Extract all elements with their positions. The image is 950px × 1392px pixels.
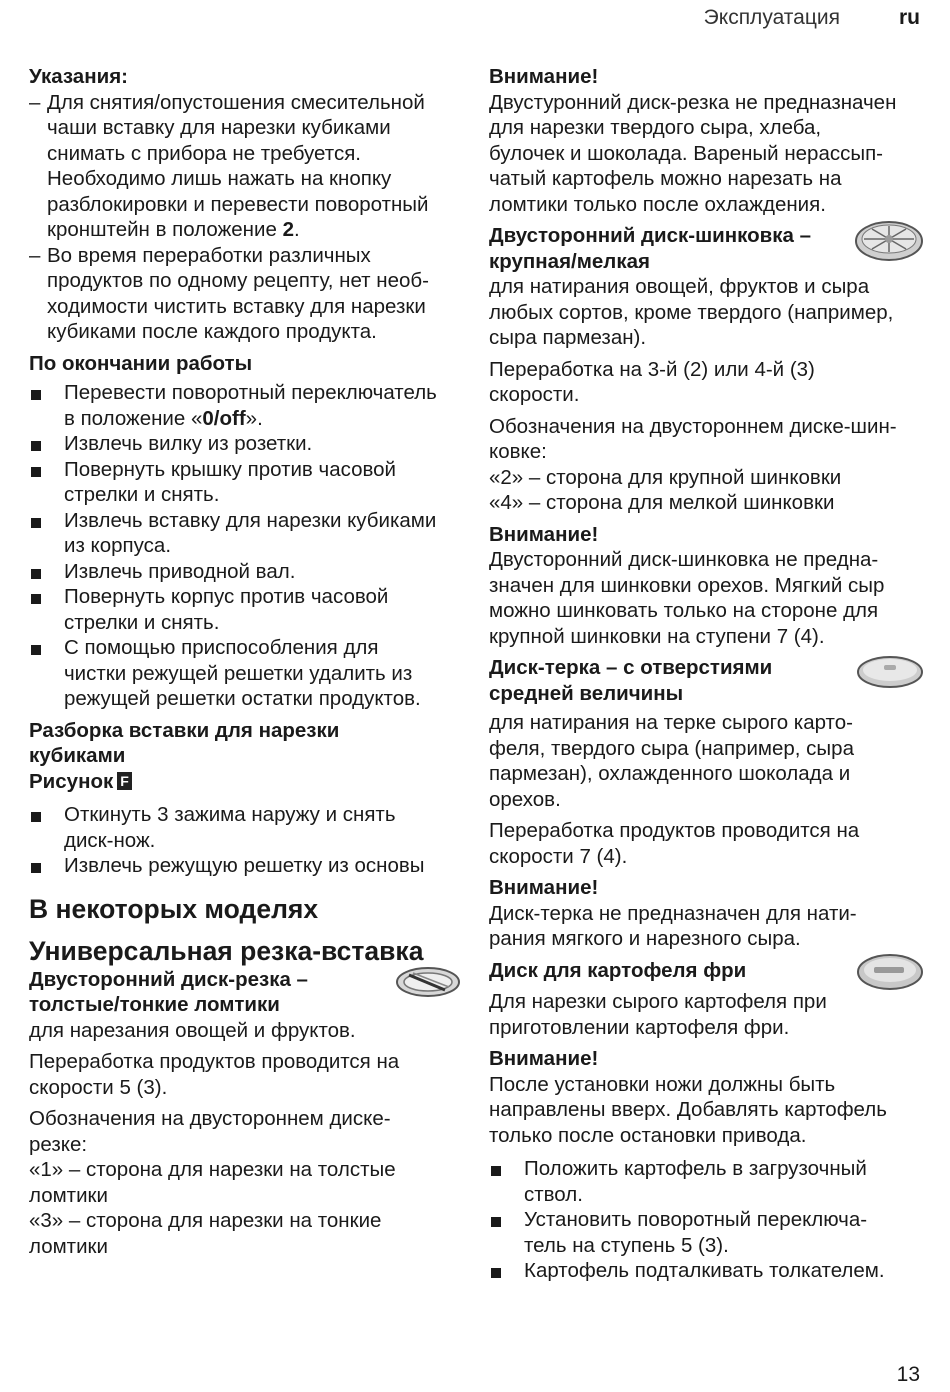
- text-line: сыра пармезан).: [489, 326, 647, 349]
- text-line: ломтики только после охлаждения.: [489, 192, 826, 216]
- list-item: [489, 1258, 924, 1284]
- text-line: резке:: [29, 1132, 88, 1156]
- universal-heading: Универсальная резка-вставка: [29, 935, 424, 966]
- figure-letter-badge: F: [117, 772, 132, 790]
- warning-heading: Внимание!: [489, 876, 599, 899]
- text-line: для нарезки твердого сыра, хлеба,: [489, 116, 822, 139]
- text-line: «3» – сторона для нарезки на тонкие: [29, 1209, 382, 1232]
- warning-heading: Внимание!: [489, 65, 599, 88]
- text-line: значен для шинковки орехов. Мягкий сыр: [489, 573, 885, 597]
- grater-section: [489, 655, 924, 706]
- text-line: чаши вставку для нарезки кубиками: [47, 116, 391, 139]
- text-line: Двусторонний диск-шинковка не предна-: [489, 548, 879, 571]
- text-line: скорости.: [489, 383, 580, 406]
- left-column: [29, 64, 461, 1259]
- disassembly-steps: [29, 802, 461, 879]
- slicer-speed: [29, 1049, 461, 1100]
- finish-steps: [29, 380, 461, 712]
- shredding-disc-icon: [854, 219, 924, 263]
- text-line: разблокировки и перевести поворотный: [47, 192, 429, 216]
- slicer-section: [29, 967, 461, 1018]
- list-item: [29, 380, 461, 431]
- text-line: Извлечь вставку для нарезки кубиками: [64, 508, 437, 532]
- text-span: .: [293, 218, 300, 241]
- warning-text: [489, 90, 924, 218]
- text-line: «2» – сторона для крупной шинковки: [489, 465, 842, 489]
- text-line: Обозначения на двустороннем диске-: [29, 1107, 391, 1130]
- text-line: Извлечь приводной вал.: [64, 559, 296, 583]
- finish-heading: По окончании работы: [29, 351, 253, 375]
- right-column: [489, 64, 924, 1284]
- text-line: Диск-терка не предназначен для нати-: [489, 901, 857, 925]
- grater-speed: [489, 818, 924, 869]
- fries-disc-icon: [856, 952, 924, 992]
- text-line: Переработка продуктов проводится на: [29, 1050, 400, 1073]
- text-line: рания мягкого и нарезного сыра.: [489, 927, 801, 950]
- grating-disc-icon: [856, 655, 924, 689]
- text-line: режущей решетки остатки продуктов.: [64, 687, 421, 710]
- fries-section: [489, 958, 924, 984]
- section-title: Эксплуатация: [703, 6, 840, 29]
- shred-title-line: Двусторонний диск-шинковка –: [489, 224, 812, 247]
- text-line: [47, 217, 461, 243]
- text-line: ломтики: [29, 1234, 108, 1258]
- warning-heading: Внимание!: [489, 1047, 599, 1070]
- text-line: Картофель подталкивать толкателем.: [524, 1259, 885, 1282]
- text-line: кубиками: [29, 744, 126, 767]
- text-line: Извлечь режущую решетку из основы: [64, 854, 425, 877]
- list-item: [29, 559, 461, 585]
- fries-steps: [489, 1156, 924, 1284]
- disassembly-heading: [29, 718, 461, 795]
- text-line: для натирания на терке сырого карто-: [489, 711, 853, 734]
- list-item: [29, 802, 461, 853]
- warning-text: [489, 547, 924, 649]
- position-number: 2: [282, 218, 294, 241]
- warning-heading: Внимание!: [489, 522, 599, 546]
- list-item: [29, 584, 461, 635]
- shred-marks: [489, 414, 924, 516]
- text-line: Установить поворотный переключа-: [524, 1208, 868, 1231]
- text-line: Переработка продуктов проводится на: [489, 819, 860, 842]
- text-line: ходимости чистить вставку для нарезки: [47, 294, 426, 318]
- slicer-title-line: Двусторонний диск-резка –: [29, 967, 308, 991]
- shred-usage: [489, 274, 924, 351]
- list-item: [29, 508, 461, 559]
- dash-marker: –: [29, 243, 41, 267]
- text-line: ломтики: [29, 1183, 108, 1207]
- text-line: Извлечь вилку из розетки.: [64, 432, 313, 455]
- text-line: Перевести поворотный переключатель: [64, 381, 437, 404]
- text-line: направлены вверх. Добавлять картофель: [489, 1098, 887, 1121]
- text-line: чистки режущей решетки удалить из: [64, 661, 413, 685]
- page-number: 13: [896, 1362, 920, 1386]
- warning-text: [489, 901, 924, 952]
- text-line: Двустуронний диск-резка не предназначен: [489, 90, 897, 114]
- text-line: Обозначения на двустороннем диске-шин-: [489, 414, 897, 438]
- language-code: ru: [899, 6, 920, 29]
- grater-title-line: средней величины: [489, 681, 684, 705]
- text-line: Во время переработки различных: [47, 243, 371, 267]
- text-line: диск-нож.: [64, 828, 156, 852]
- warning-text: [489, 1072, 924, 1149]
- text-line: феля, твердого сыра (например, сыра: [489, 736, 854, 760]
- text-line: можно шинковать только на стороне для: [489, 599, 879, 622]
- text-line: крупной шинковки на ступени 7 (4).: [489, 624, 825, 648]
- text-line: «1» – сторона для нарезки на толстые: [29, 1158, 396, 1181]
- text-line: Положить картофель в загрузочный: [524, 1157, 867, 1180]
- text-line: продуктов по одному рецепту, нет необ-: [47, 269, 429, 292]
- text-line: стрелки и снять.: [64, 610, 220, 634]
- text-line: кубиками после каждого продукта.: [47, 320, 377, 343]
- note-item: [29, 243, 461, 345]
- slicing-disc-icon: [395, 965, 461, 999]
- text-line: из корпуса.: [64, 534, 172, 557]
- dash-marker: –: [29, 90, 41, 114]
- shred-title-line: крупная/мелкая: [489, 249, 650, 273]
- note-item: [29, 90, 461, 243]
- grater-title-line: Диск-терка – с отверстиями: [489, 656, 773, 679]
- text-line: Для снятия/опустошения смесительной: [47, 90, 425, 114]
- figure-reference: [29, 769, 461, 795]
- slicer-title-line: толстые/тонкие ломтики: [29, 993, 280, 1016]
- text-line: Необходимо лишь нажать на кнопку: [47, 167, 392, 190]
- slicer-marks: [29, 1106, 461, 1259]
- notes-heading: Указания:: [29, 65, 128, 88]
- text-line: любых сортов, кроме твердого (например,: [489, 300, 894, 324]
- text-line: стрелки и снять.: [64, 483, 220, 506]
- text-line: орехов.: [489, 787, 561, 811]
- switch-position: 0/off: [202, 406, 246, 430]
- text-line: Для нарезки сырого картофеля при: [489, 990, 827, 1013]
- text-line: Разборка вставки для нарезки: [29, 718, 340, 742]
- text-line: ствол.: [524, 1182, 583, 1206]
- text-line: булочек и шоколада. Вареный нерассып-: [489, 141, 884, 165]
- notes-list: [29, 90, 461, 345]
- slicer-usage: для нарезания овощей и фруктов.: [29, 1018, 356, 1042]
- text-line: снимать с прибора не требуется.: [47, 141, 361, 165]
- text-span: в положение «: [64, 406, 203, 430]
- list-item: [29, 431, 461, 457]
- text-line: для натирания овощей, фруктов и сыра: [489, 275, 870, 298]
- text-line: Переработка на 3-й (2) или 4-й (3): [489, 357, 815, 381]
- list-item: [29, 457, 461, 508]
- text-line: «4» – сторона для мелкой шинковки: [489, 491, 835, 514]
- text-line: [64, 406, 461, 432]
- shred-section: [489, 223, 924, 274]
- list-item: [489, 1156, 924, 1207]
- fries-title: Диск для картофеля фри: [489, 958, 747, 982]
- text-line: Повернуть корпус против часовой: [64, 585, 389, 608]
- text-line: тель на ступень 5 (3).: [524, 1233, 729, 1257]
- text-line: пармезан), охлажденного шоколада и: [489, 762, 851, 785]
- text-line: ковке:: [489, 440, 547, 463]
- shred-speed: [489, 357, 924, 408]
- list-item: [489, 1207, 924, 1258]
- figure-label: Рисунок: [29, 769, 114, 793]
- text-line: скорости 5 (3).: [29, 1075, 168, 1099]
- list-item: [29, 853, 461, 879]
- text-span: ».: [245, 406, 263, 430]
- text-line: Повернуть крышку против часовой: [64, 457, 396, 481]
- text-span: кронштейн в положение: [47, 218, 277, 241]
- text-line: С помощью приспособления для: [64, 636, 379, 659]
- text-line: чатый картофель можно нарезать на: [489, 167, 842, 190]
- text-line: скорости 7 (4).: [489, 844, 628, 868]
- fries-usage: [489, 989, 924, 1040]
- some-models-heading: В некоторых моделях: [29, 893, 319, 924]
- text-line: Откинуть 3 зажима наружу и снять: [64, 803, 396, 826]
- grater-usage: [489, 710, 924, 812]
- text-line: приготовлении картофеля фри.: [489, 1015, 790, 1039]
- list-item: [29, 635, 461, 712]
- text-line: только после остановки привода.: [489, 1123, 807, 1147]
- text-line: После установки ножи должны быть: [489, 1072, 836, 1096]
